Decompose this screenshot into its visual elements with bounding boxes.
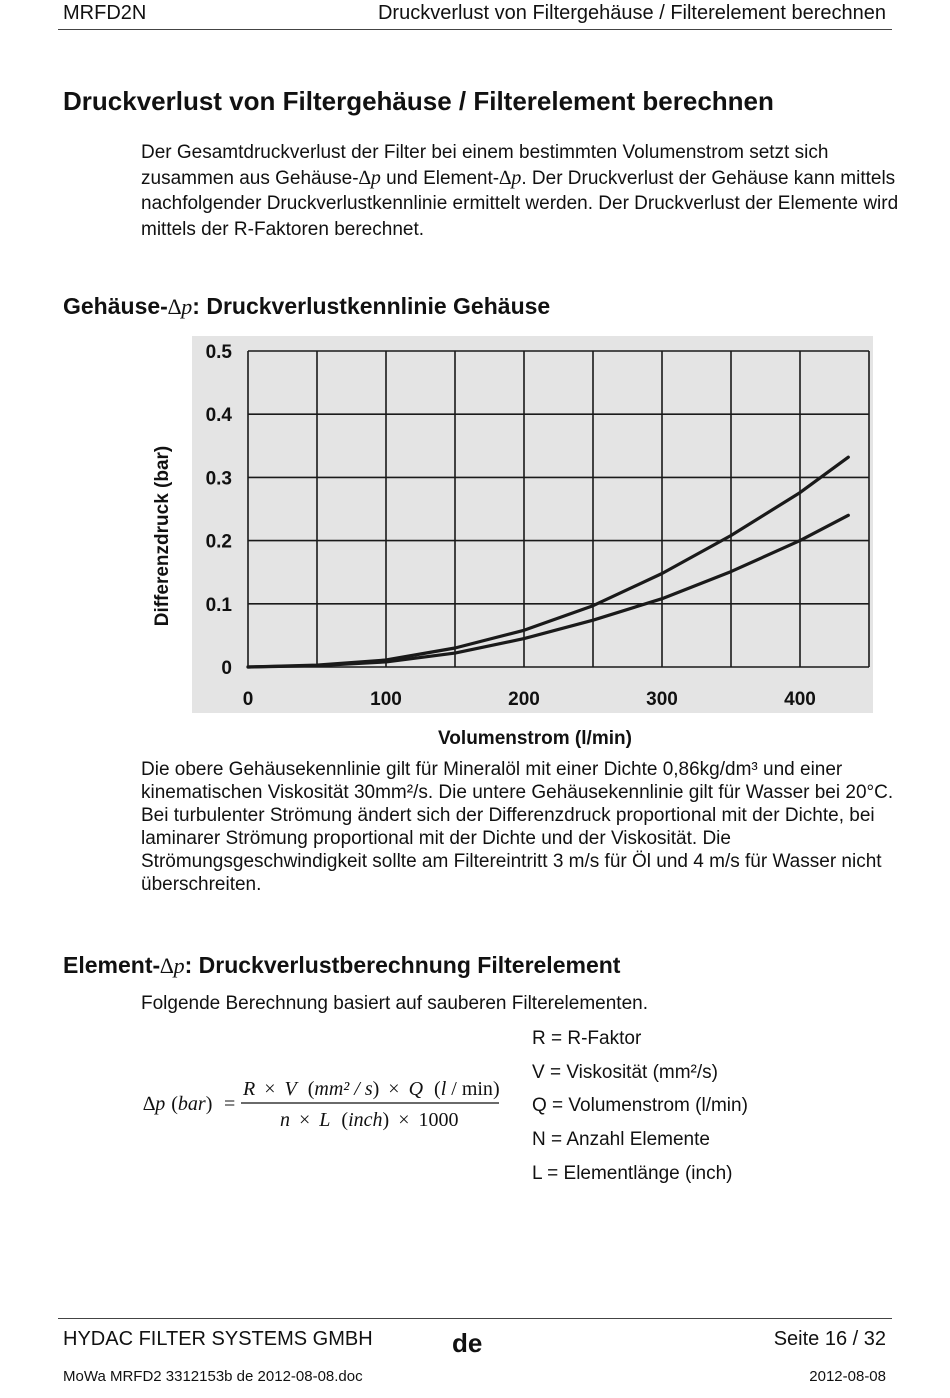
x-tick-label: 400 [784, 689, 816, 710]
delta-p-symbol: ∆p [167, 294, 193, 319]
x-tick-label: 100 [370, 689, 402, 710]
formula-lhs: ∆p (bar) [143, 1093, 213, 1115]
y-tick-label: 0.2 [205, 531, 232, 553]
intro-paragraph [141, 140, 901, 242]
intro-text-3: . Der Druckverlust der Gehäuse kann mittels nachfolgender Druckverlustkennlinie ermittelt werden. Der Druckverlust der Elemente wird mittels der R-Faktoren berechnet. [141, 167, 899, 240]
footer-language: de [452, 1328, 483, 1358]
legend-item: Q = Volumenstrom (l/min) [532, 1095, 748, 1116]
formula-denominator: n × L (inch) × 1000 [280, 1109, 459, 1131]
pressure-loss-formula [143, 1066, 523, 1146]
x-axis-label: Volumenstrom (l/min) [438, 728, 632, 749]
legend-item: V = Viskosität (mm²/s) [532, 1062, 718, 1083]
intro-text-1: Der Gesamtdruckverlust der Filter bei einem bestimmten Volumenstrom setzt sich zusammen aus Gehäuse- [141, 142, 829, 189]
legend-item: L = Elementlänge (inch) [532, 1163, 733, 1184]
y-tick-label: 0.4 [205, 405, 232, 427]
footer-file-name: MoWa MRFD2 3312153b de 2012-08-08.doc [63, 1368, 363, 1385]
formula-equals: = [224, 1093, 236, 1115]
footer-divider [58, 1318, 892, 1319]
chart-background [192, 336, 873, 713]
calculation-intro: Folgende Berechnung basiert auf sauberen Filterelementen. [141, 993, 648, 1014]
header-doc-code: MRFD2N [63, 2, 147, 24]
y-tick-label: 0.5 [205, 342, 232, 363]
x-tick-label: 200 [508, 689, 540, 710]
header-divider [58, 29, 892, 30]
legend-item: N = Anzahl Elemente [532, 1129, 710, 1150]
chart-description: Die obere Gehäusekennlinie gilt für Mineralöl mit einer Dichte 0,86kg/dm³ und einer kinematischen Viskosität 30mm²/s. Die untere Gehäusekennlinie gilt für Wasser bei 20°C. Bei turbulenter Strömung ändert sich der Differenzdruck proportional mit der Dichte, bei laminarer Strömung proportional mit der Dichte und der Viskosität. Die Strömungsgeschwindigkeit sollte am Filtereintritt 3 m/s für Öl und 4 m/s für Wasser nicht überschreiten. [141, 759, 894, 895]
y-tick-label: 0 [221, 658, 232, 679]
x-tick-label: 0 [242, 689, 254, 710]
y-tick-label: 0.3 [205, 468, 232, 490]
y-tick-label: 0.1 [205, 594, 232, 616]
footer-company: HYDAC FILTER SYSTEMS GMBH [63, 1328, 373, 1350]
section-heading-element: Element-∆p: Druckverlustberechnung Filterelement [63, 952, 621, 978]
x-tick-label: 300 [646, 689, 678, 710]
delta-p-symbol: ∆p [499, 166, 522, 189]
footer-page-number: Seite 16 / 32 [773, 1328, 886, 1350]
page-title: Druckverlust von Filtergehäuse / Filterelement berechnen [63, 86, 774, 116]
formula-numerator: R × V (mm² / s) × Q (l / min) [243, 1078, 500, 1100]
legend-item: R = R-Faktor [532, 1028, 642, 1049]
delta-p-symbol: ∆p [160, 953, 185, 978]
pressure-loss-chart [150, 336, 880, 756]
header-title: Druckverlust von Filtergehäuse / Filterelement berechnen [377, 2, 886, 24]
footer-date: 2012-08-08 [809, 1368, 886, 1385]
y-axis-label: Differenzdruck (bar) [152, 445, 173, 627]
intro-text-2: und Element- [386, 167, 500, 189]
section-heading-housing: Gehäuse-∆p: Druckverlustkennlinie Gehäuse [63, 293, 551, 319]
delta-p-symbol: ∆p [358, 166, 381, 189]
